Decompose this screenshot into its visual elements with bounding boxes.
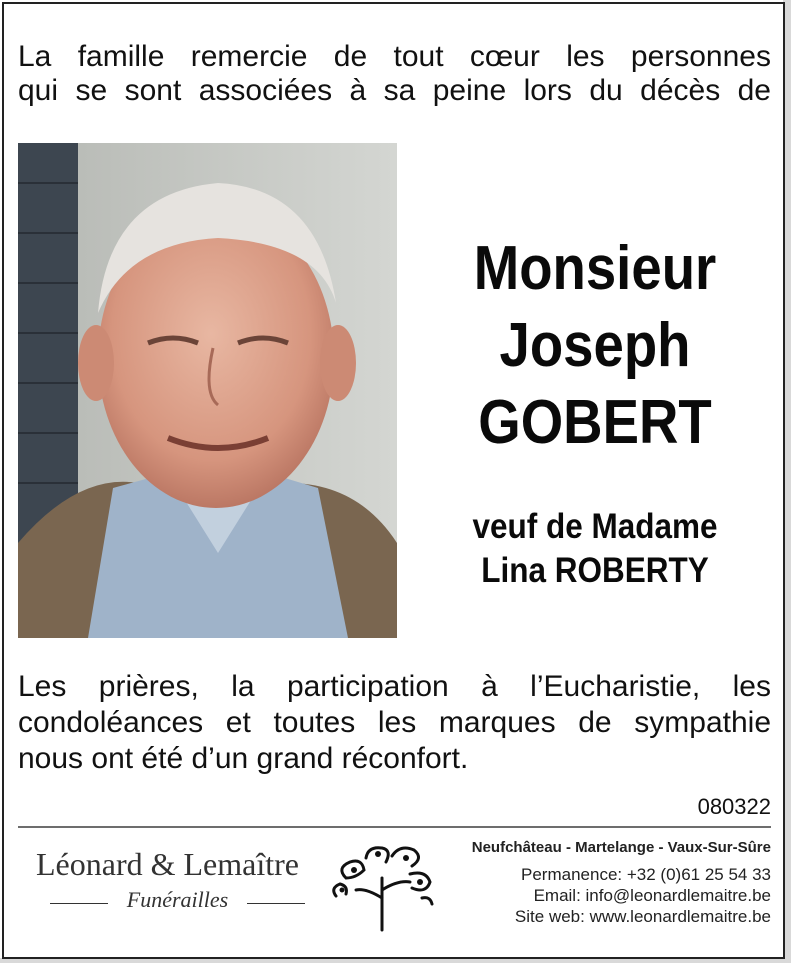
divider [18,826,771,828]
intro-text [18,40,771,108]
phone: Permanence: +32 (0)61 25 54 33 [521,865,771,884]
deceased-name [432,230,758,461]
thanks-line: nous ont été d’un grand réconfort. [18,742,469,775]
thanks-line: Les prières, la participation à l’Eucharistie, les [18,670,771,703]
thanks-text [18,669,771,777]
spouse-line: Lina ROBERTY [481,551,709,590]
deceased-first-name: Joseph [499,311,691,380]
intro-line: qui se sont associées à sa peine lors du décès de [18,74,771,107]
subtitle-rule-right [247,903,305,904]
email[interactable]: Email: info@leonardlemaitre.be [533,886,771,905]
spouse-line: veuf de Madame [472,507,718,546]
funeral-home-contact [472,838,771,927]
portrait-photo [18,143,397,638]
tree-logo-icon [326,838,438,934]
funeral-home-subtitle: Funérailles [126,887,229,912]
deceased-last-name: GOBERT [478,388,712,457]
intro-line: La famille remercie de tout cœur les personnes [18,40,771,73]
website[interactable]: Site web: www.leonardlemaitre.be [514,907,771,926]
funeral-home-name: Léonard & Lemaître [36,846,299,882]
deceased-title: Monsieur [473,234,717,303]
portrait-illustration [18,143,397,638]
reference-number: 080322 [697,794,771,819]
funeral-home-subtitle-wrap [50,887,305,917]
locations: Neufchâteau - Martelange - Vaux-Sur-Sûre [471,839,771,856]
spouse-info [429,505,762,593]
thanks-line: condoléances et toutes les marques de sympathie [18,706,771,739]
